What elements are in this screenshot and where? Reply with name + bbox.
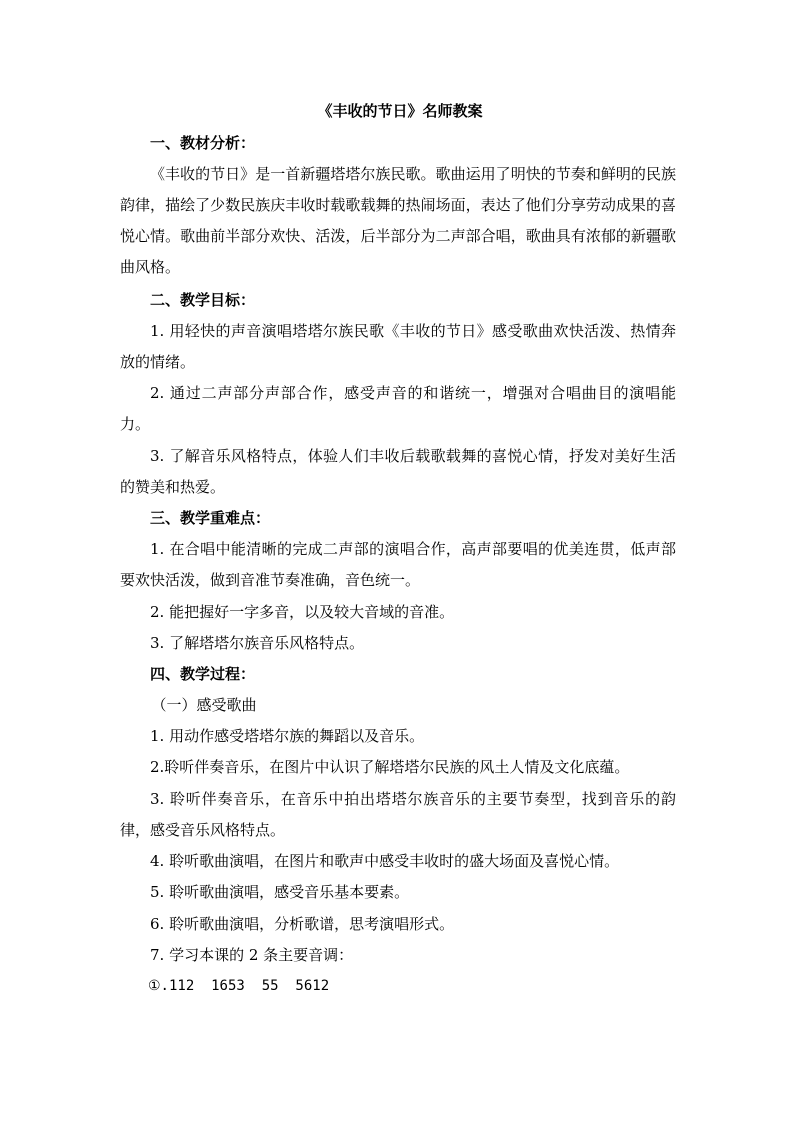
section-heading-analysis: 一、教材分析： bbox=[150, 134, 256, 152]
section-heading-goals: 二、教学目标： bbox=[150, 291, 256, 309]
analysis-paragraph: 《丰收的节日》是一首新疆塔塔尔族民歌。歌曲运用了明快的节奏和鲜明的民族韵律，描绘了少数民族庆丰收时载歌载舞的热闹场面，表达了他们分享劳动成果的喜悦心情。歌曲前半部分欢快、活泼，后半部分为二声部合唱，歌曲具有浓郁的新疆歌曲风格。 bbox=[120, 165, 676, 276]
section-heading-keypoints: 三、教学重难点： bbox=[150, 509, 271, 527]
keypoint-item-3: 3. 了解塔塔尔族音乐风格特点。 bbox=[150, 634, 365, 652]
goal-item-1: 1. 用轻快的声音演唱塔塔尔族民歌《丰收的节日》感受歌曲欢快活泼、热情奔放的情绪。 bbox=[120, 322, 676, 371]
process-item-4: 4. 聆听歌曲演唱，在图片和歌声中感受丰收时的盛大场面及喜悦心情。 bbox=[150, 852, 620, 870]
process-item-2: 2.聆听伴奏音乐，在图片中认识了解塔塔尔民族的风土人情及文化底蕴。 bbox=[150, 758, 630, 776]
keypoint-item-1: 1. 在合唱中能清晰的完成二声部的演唱合作，高声部要唱的优美连贯，低声部要欢快活泼，做到音准节奏准确，音色统一。 bbox=[120, 540, 676, 589]
goal-item-3: 3. 了解音乐风格特点，体验人们丰收后载歌载舞的喜悦心情，抒发对美好生活的赞美和热爱。 bbox=[120, 447, 676, 496]
process-item-7: 7. 学习本课的 2 条主要音调： bbox=[150, 946, 354, 964]
process-item-6: 6. 聆听歌曲演唱，分析歌谱，思考演唱形式。 bbox=[150, 915, 455, 933]
process-item-3: 3. 聆听伴奏音乐，在音乐中拍出塔塔尔族音乐的主要节奏型，找到音乐的韵律，感受音乐风格特点。 bbox=[120, 790, 676, 839]
goal-item-2: 2. 通过二声部分声部合作，感受声音的和谐统一，增强对合唱曲目的演唱能力。 bbox=[120, 384, 676, 433]
motif-line-1: ①.112 1653 55 5612 bbox=[148, 978, 330, 994]
keypoint-item-2: 2. 能把握好一字多音，以及较大音域的音准。 bbox=[150, 603, 455, 621]
document-title: 《丰收的节日》名师教案 bbox=[317, 102, 483, 120]
process-item-1: 1. 用动作感受塔塔尔族的舞蹈以及音乐。 bbox=[150, 727, 425, 745]
process-subheading: （一）感受歌曲 bbox=[151, 696, 257, 714]
process-item-5: 5. 聆听歌曲演唱，感受音乐基本要素。 bbox=[150, 883, 410, 901]
section-heading-process: 四、教学过程： bbox=[150, 665, 256, 683]
